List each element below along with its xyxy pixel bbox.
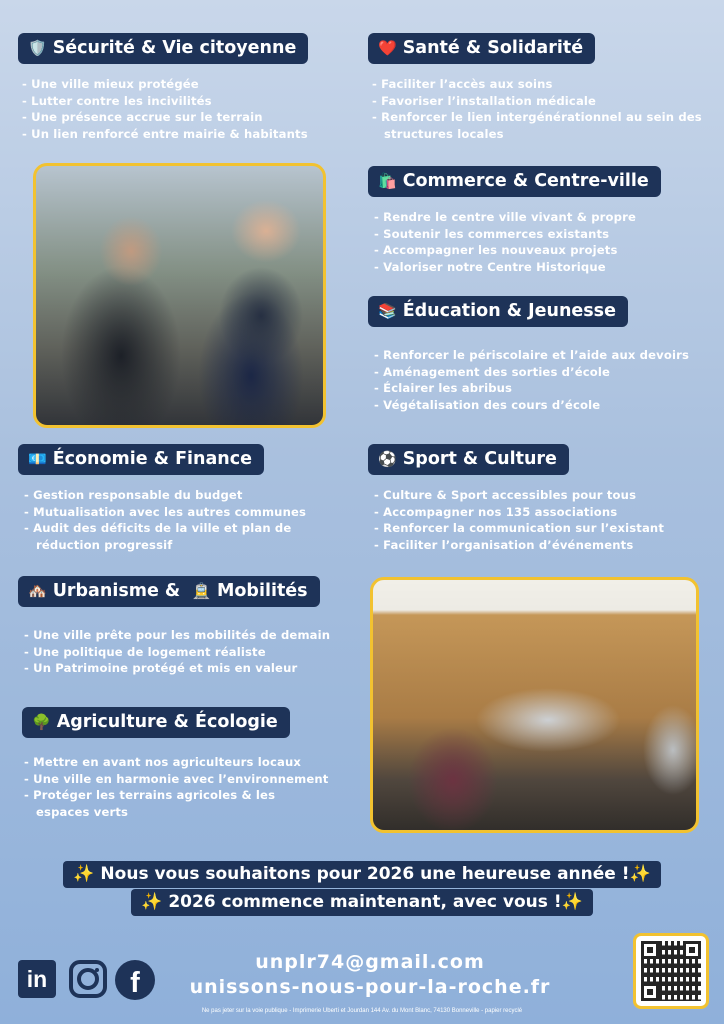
- qr-code[interactable]: [633, 933, 709, 1009]
- section-commerce: [368, 166, 703, 275]
- section-title-text: Agriculture & Écologie: [56, 712, 278, 732]
- section-list-securite: [22, 76, 358, 142]
- section-list-sport: [374, 487, 708, 553]
- heart-icon: ❤️: [378, 38, 397, 57]
- section-economie: [18, 444, 358, 553]
- section-title-text: Commerce & Centre-ville: [402, 171, 649, 191]
- list-item: - Un Patrimoine protégé et mis en valeur: [24, 660, 358, 677]
- houses-icon: 🏘️: [28, 581, 47, 600]
- list-item: - Aménagement des sorties d’école: [374, 364, 708, 381]
- section-title-text: Urbanisme &: [52, 581, 187, 601]
- section-title-urbanisme: [18, 576, 320, 607]
- section-list-sante: [372, 76, 703, 142]
- section-sport: [368, 444, 708, 553]
- list-item: - Audit des déficits de la ville et plan de réduction progressif: [24, 520, 358, 553]
- list-item: - Favoriser l’installation médicale: [372, 93, 703, 110]
- list-item: - Renforcer le lien intergénérationnel au sein des structures locales: [372, 109, 703, 142]
- facebook-icon[interactable]: f: [115, 960, 155, 1000]
- list-item: - Une ville mieux protégée: [22, 76, 358, 93]
- list-item: - Une politique de logement réaliste: [24, 644, 358, 661]
- list-item: - Une présence accrue sur le terrain: [22, 109, 358, 126]
- section-title-text: Économie & Finance: [52, 449, 252, 469]
- section-title-commerce: [368, 166, 661, 197]
- list-item: - Accompagner les nouveaux projets: [374, 242, 703, 259]
- list-item: - Renforcer le périscolaire et l’aide aux devoirs: [374, 347, 708, 364]
- section-title-text: Sport & Culture: [402, 449, 557, 469]
- section-title-securite: [18, 33, 308, 64]
- section-agriculture: [22, 707, 362, 820]
- soccer-ball-icon: ⚽: [378, 449, 397, 468]
- section-title-text: Mobilités: [216, 581, 308, 601]
- shopping-bags-icon: 🛍️: [378, 171, 397, 190]
- shield-icon: 🛡️: [28, 38, 47, 57]
- list-item: - Végétalisation des cours d’école: [374, 397, 708, 414]
- list-item: - Renforcer la communication sur l’existant: [374, 520, 708, 537]
- section-title-sante: [368, 33, 595, 64]
- linkedin-icon[interactable]: in: [18, 960, 56, 998]
- list-item: - Une ville en harmonie avec l’environnement: [24, 771, 362, 788]
- list-item: - Gestion responsable du budget: [24, 487, 358, 504]
- list-item: - Mutualisation avec les autres communes: [24, 504, 358, 521]
- section-education: [368, 296, 708, 413]
- list-item: - Soutenir les commerces existants: [374, 226, 703, 243]
- greeting-line-1: [0, 861, 724, 888]
- list-item: - Éclairer les abribus: [374, 380, 708, 397]
- books-icon: 📚: [378, 301, 397, 320]
- greeting-text-1: ✨ Nous vous souhaitons pour 2026 une heureuse année !✨: [63, 861, 660, 888]
- contact-email[interactable]: unplr74@gmail.com: [255, 951, 485, 973]
- section-title-text: Éducation & Jeunesse: [402, 301, 616, 321]
- list-item: - Lutter contre les incivilités: [22, 93, 358, 110]
- list-item: - Rendre le centre ville vivant & propre: [374, 209, 703, 226]
- qr-pattern: [641, 941, 701, 1001]
- euro-banknote-icon: 💶: [28, 449, 47, 468]
- list-item: - Faciliter l’organisation d’événements: [374, 537, 708, 554]
- list-item: - Valoriser notre Centre Historique: [374, 259, 703, 276]
- section-title-economie: [18, 444, 264, 475]
- section-title-education: [368, 296, 628, 327]
- greeting-text-2: ✨ 2026 commence maintenant, avec vous !✨: [131, 889, 593, 916]
- section-list-commerce: [374, 209, 703, 275]
- list-item: - Protéger les terrains agricoles & les espaces verts: [24, 787, 304, 820]
- section-title-text: Santé & Solidarité: [402, 38, 584, 58]
- contact-website[interactable]: unissons-nous-pour-la-roche.fr: [189, 976, 551, 998]
- greeting-line-2: [0, 889, 724, 916]
- photo-candidate-meeting-residents: [33, 163, 326, 428]
- tram-icon: 🚊: [192, 581, 211, 600]
- footer-note: Ne pas jeter sur la voie publique - Imprimerie Uberti et Jourdan 144 Av. du Mont Blanc, 74130 Bonneville - papier recyclé: [201, 1008, 523, 1014]
- tree-icon: 🌳: [32, 712, 51, 731]
- section-title-text: Sécurité & Vie citoyenne: [52, 38, 297, 58]
- section-title-sport: [368, 444, 569, 475]
- section-list-economie: [24, 487, 358, 553]
- section-securite: [18, 33, 358, 142]
- section-sante: [368, 33, 703, 142]
- list-item: - Culture & Sport accessibles pour tous: [374, 487, 708, 504]
- section-urbanisme: [18, 576, 358, 677]
- list-item: - Une ville prête pour les mobilités de demain: [24, 627, 358, 644]
- section-title-agriculture: [22, 707, 290, 738]
- list-item: - Un lien renforcé entre mairie & habitants: [22, 126, 358, 143]
- section-list-agriculture: [24, 754, 362, 820]
- list-item: - Accompagner nos 135 associations: [374, 504, 708, 521]
- section-list-urbanisme: [24, 627, 358, 677]
- section-list-education: [374, 347, 708, 413]
- list-item: - Mettre en avant nos agriculteurs locaux: [24, 754, 362, 771]
- photo-team-meeting: [370, 577, 699, 833]
- list-item: - Faciliter l’accès aux soins: [372, 76, 703, 93]
- instagram-icon[interactable]: [69, 960, 107, 998]
